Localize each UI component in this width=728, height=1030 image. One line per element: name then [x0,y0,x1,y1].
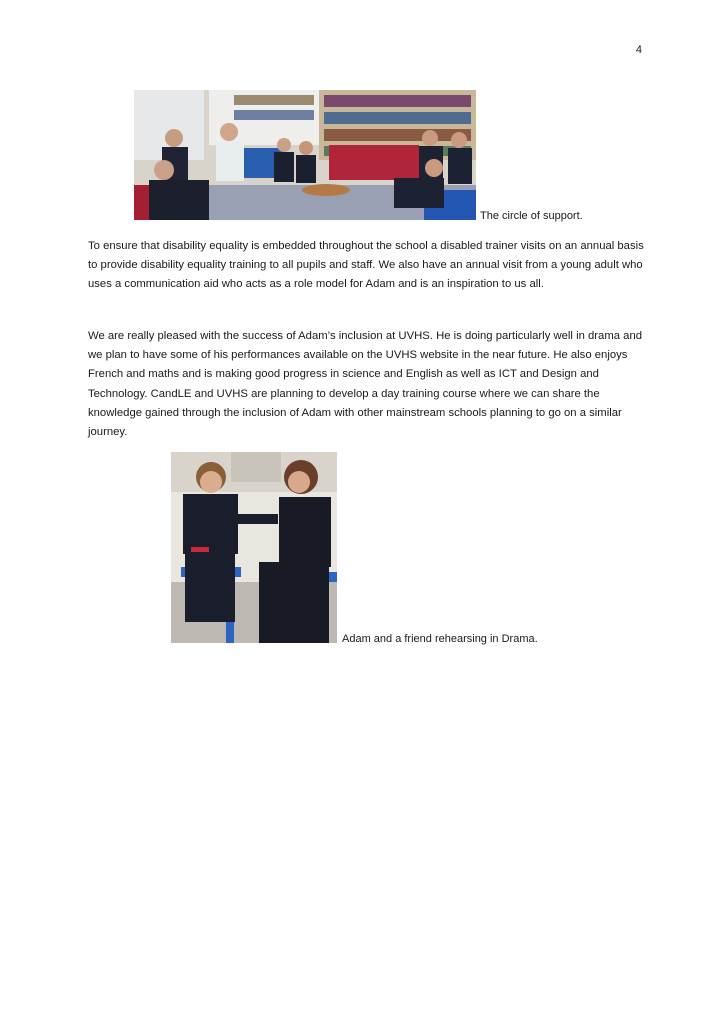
circle-of-support-photo [134,90,476,220]
drama-rehearsal-photo [171,452,337,643]
page-number: 4 [635,44,642,56]
circle-of-support-caption: The circle of support. [480,210,583,222]
drama-rehearsal-caption: Adam and a friend rehearsing in Drama. [342,633,538,645]
paragraph-disability-training: To ensure that disability equality is embedded throughout the school a disabled trainer visits on an annual basis to provide disability equality training to all pupils and staff. We also have an annual visit from a young adult who uses a communication aid who acts as a role model for Adam and is an inspiration to us all. [88,240,644,291]
paragraph-inclusion-success: We are really pleased with the success of Adam’s inclusion at UVHS. He is doing particularly well in drama and we plan to have some of his performances available on the UVHS website in the near future. He also enjoys French and maths and is making good progress in science and English as well as ICT and Design and Technology. CandLE and UVHS are planning to develop a day training course where we can share the knowledge gained through the inclusion of Adam with other mainstream schools planning to go on a similar journey. [88,330,643,439]
